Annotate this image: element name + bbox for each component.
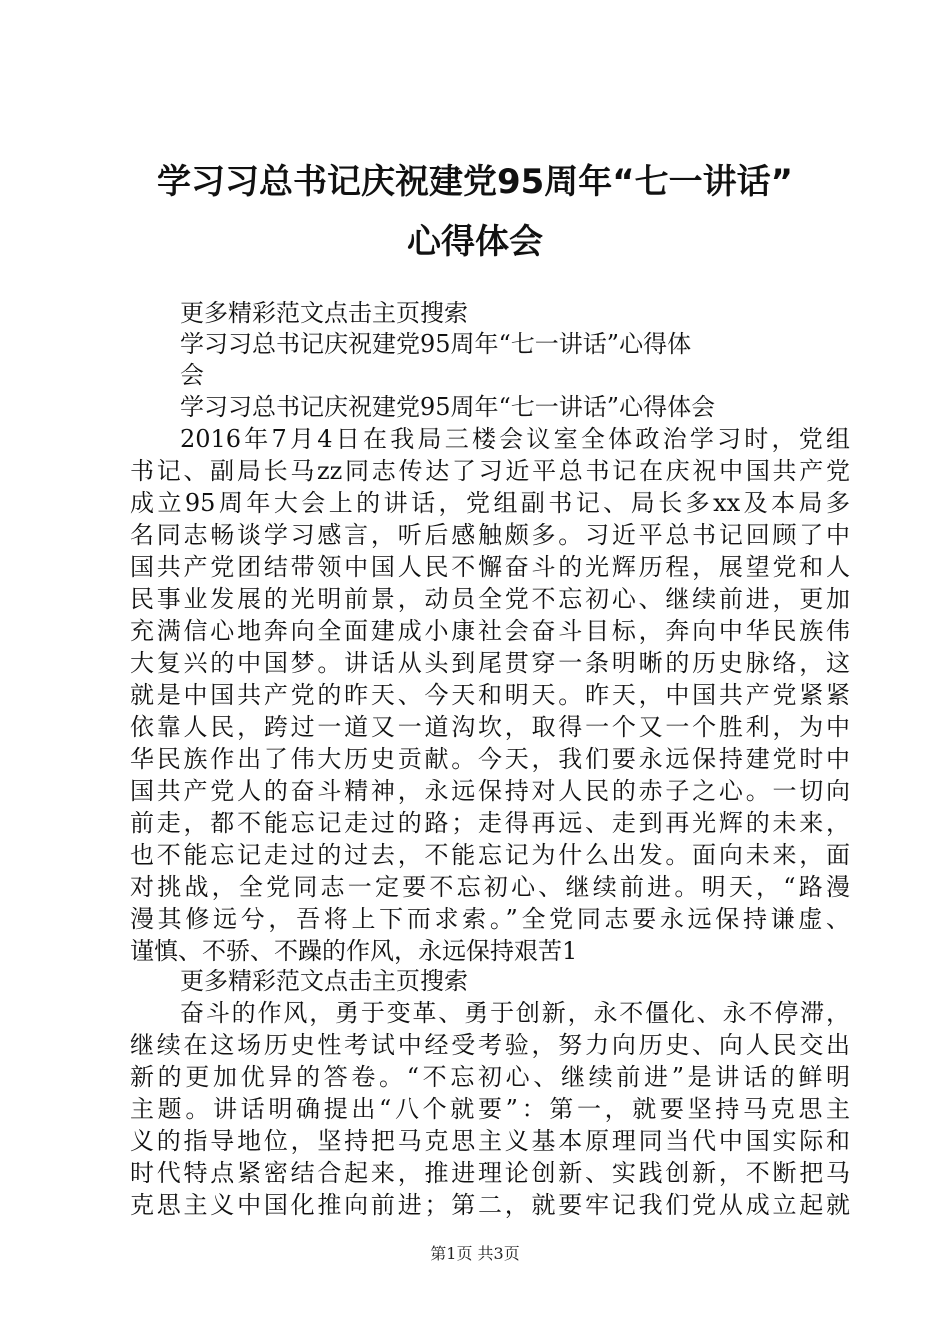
- subtitle-line: 学习习总书记庆祝建党95周年“七一讲话”心得体: [180, 330, 692, 358]
- paragraph-line: 漫其修远兮，吾将上下而求索。”全党同志要永远保持谦虚、: [130, 905, 850, 933]
- paragraph-line: 华民族作出了伟大历史贡献。今天，我们要永远保持建党时中: [130, 745, 850, 773]
- paragraph-line: 依靠人民，跨过一道又一道沟坎，取得一个又一个胜利，为中: [130, 713, 850, 741]
- paragraph-line: 也不能忘记走过的过去，不能忘记为什么出发。面向未来，面: [130, 841, 850, 869]
- paragraph-line: 义的指导地位，坚持把马克思主义基本原理同当代中国实际和: [130, 1127, 850, 1155]
- paragraph-line: 名同志畅谈学习感言，听后感触颇多。习近平总书记回顾了中: [130, 521, 850, 549]
- paragraph-line: 克思主义中国化推向前进；第二，就要牢记我们党从成立起就: [130, 1191, 850, 1219]
- paragraph-line: 成立95周年大会上的讲话，党组副书记、局长多xx及本局多: [130, 489, 850, 517]
- subtitle-line: 会: [180, 361, 204, 389]
- paragraph-line: 主题。讲话明确提出“八个就要”：第一，就要坚持马克思主: [130, 1095, 850, 1123]
- paragraph-line: 民事业发展的光明前景，动员全党不忘初心、继续前进，更加: [130, 585, 850, 613]
- paragraph-line: 国共产党团结带领中国人民不懈奋斗的光辉历程，展望党和人: [130, 553, 850, 581]
- paragraph-line: 国共产党人的奋斗精神，永远保持对人民的赤子之心。一切向: [130, 777, 850, 805]
- paragraph-line: 大复兴的中国梦。讲话从头到尾贯穿一条明晰的历史脉络，这: [130, 649, 850, 677]
- page-footer: 第1页 共3页: [430, 1244, 520, 1263]
- paragraph-line: 奋斗的作风，勇于变革、勇于创新，永不僵化、永不停滞，: [180, 999, 850, 1027]
- paragraph-line: 谨慎、不骄、不躁的作风，永远保持艰苦1: [130, 937, 578, 965]
- paragraph-line: 书记、副局长马zz同志传达了习近平总书记在庆祝中国共产党: [130, 457, 850, 485]
- subtitle-line: 学习习总书记庆祝建党95周年“七一讲话”心得体会: [180, 393, 716, 421]
- promo-link-text[interactable]: 更多精彩范文点击主页搜索: [180, 967, 468, 995]
- paragraph-line: 对挑战，全党同志一定要不忘初心、继续前进。明天，“路漫: [130, 873, 850, 901]
- document-title-line1: 学习习总书记庆祝建党95周年“七一讲话”: [156, 162, 793, 202]
- paragraph-line: 继续在这场历史性考试中经受考验，努力向历史、向人民交出: [130, 1031, 850, 1059]
- document-title-line2: 心得体会: [407, 222, 543, 262]
- paragraph-line: 充满信心地奔向全面建成小康社会奋斗目标，奔向中华民族伟: [130, 617, 850, 645]
- paragraph-line: 前走，都不能忘记走过的路；走得再远、走到再光辉的未来，: [130, 809, 850, 837]
- promo-link-text[interactable]: 更多精彩范文点击主页搜索: [180, 299, 468, 327]
- paragraph-line: 新的更加优异的答卷。“不忘初心、继续前进”是讲话的鲜明: [130, 1063, 850, 1091]
- paragraph-line: 时代特点紧密结合起来，推进理论创新、实践创新，不断把马: [130, 1159, 850, 1187]
- paragraph-line: 2016年7月4日在我局三楼会议室全体政治学习时，党组: [180, 425, 850, 453]
- paragraph-line: 就是中国共产党的昨天、今天和明天。昨天，中国共产党紧紧: [130, 681, 850, 709]
